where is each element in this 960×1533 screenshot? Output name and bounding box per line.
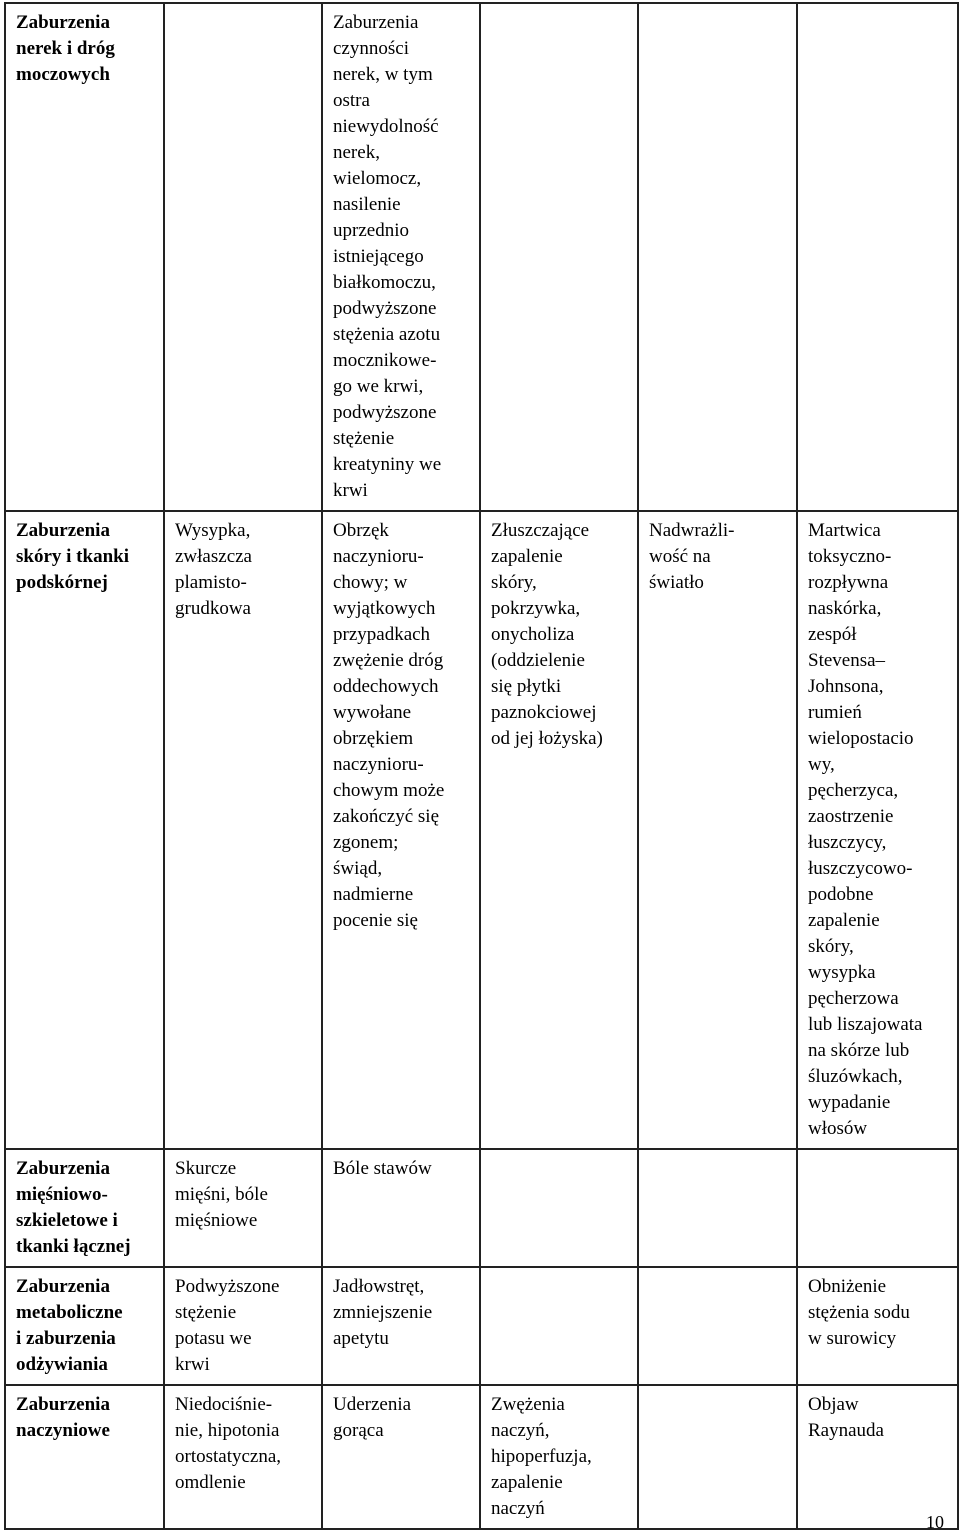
table-row-metabolic (5, 1267, 958, 1385)
table-cell: Martwica toksyczno- rozpływna naskórka, zespół Stevensa– Johnsona, rumień wielopostacio wy, pęcherzyca, zaostrzenie łuszczycy, łuszczycowo- podobne zapalenie skóry, wysypka pęcherzowa lub liszajowata na skórze lub śluzówkach, wypadanie włosów (797, 511, 958, 1149)
table-cell: Zaburzenia czynności nerek, w tym ostra niewydolność nerek, wielomocz, nasilenie uprzednio istniejącego białkomoczu, podwyższone stężenia azotu mocznikowe- go we krwi, podwyższone stężenie kreatyniny we krwi (322, 3, 480, 511)
table-row-skin (5, 511, 958, 1149)
table-cell (164, 3, 322, 511)
table-cell (638, 1149, 797, 1267)
adverse-effects-table (4, 2, 959, 1530)
table-cell (638, 1385, 797, 1529)
page-number: 10 (926, 1512, 944, 1532)
organ-class-cell: Zaburzenia metaboliczne i zaburzenia odżywiania (5, 1267, 164, 1385)
organ-class-cell: Zaburzenia skóry i tkanki podskórnej (5, 511, 164, 1149)
table-cell: Skurcze mięśni, bóle mięśniowe (164, 1149, 322, 1267)
organ-class-cell: Zaburzenia naczyniowe (5, 1385, 164, 1529)
table-cell: Podwyższone stężenie potasu we krwi (164, 1267, 322, 1385)
table-row-musculoskeletal (5, 1149, 958, 1267)
table-cell: Obrzęk naczynioru- chowy; w wyjątkowych przypadkach zwężenie dróg oddechowych wywołane obrzękiem naczynioru- chowym może zakończyć się zgonem; świąd, nadmierne pocenie się (322, 511, 480, 1149)
table-cell: Nadwrażli- wość na światło (638, 511, 797, 1149)
table-cell (480, 1267, 638, 1385)
table-cell: Wysypka, zwłaszcza plamisto- grudkowa (164, 511, 322, 1149)
table-cell: Objaw Raynauda (797, 1385, 958, 1529)
table-row-vascular (5, 1385, 958, 1529)
table-cell (638, 3, 797, 511)
organ-class-cell: Zaburzenia mięśniowo- szkieletowe i tkanki łącznej (5, 1149, 164, 1267)
table-cell: Obniżenie stężenia sodu w surowicy (797, 1267, 958, 1385)
organ-class-cell: Zaburzenia nerek i dróg moczowych (5, 3, 164, 511)
table-cell (638, 1267, 797, 1385)
table-row-kidney (5, 3, 958, 511)
table-cell: Niedociśnie- nie, hipotonia ortostatyczna, omdlenie (164, 1385, 322, 1529)
table-cell: Złuszczające zapalenie skóry, pokrzywka, onycholiza (oddzielenie się płytki paznokciowej od jej łożyska) (480, 511, 638, 1149)
table-cell (480, 3, 638, 511)
table-cell: Zwężenia naczyń, hipoperfuzja, zapalenie naczyń (480, 1385, 638, 1529)
table-cell (797, 1149, 958, 1267)
table-cell: Uderzenia gorąca (322, 1385, 480, 1529)
table-cell (797, 3, 958, 511)
table-cell: Bóle stawów (322, 1149, 480, 1267)
table-cell (480, 1149, 638, 1267)
table-cell: Jadłowstręt, zmniejszenie apetytu (322, 1267, 480, 1385)
